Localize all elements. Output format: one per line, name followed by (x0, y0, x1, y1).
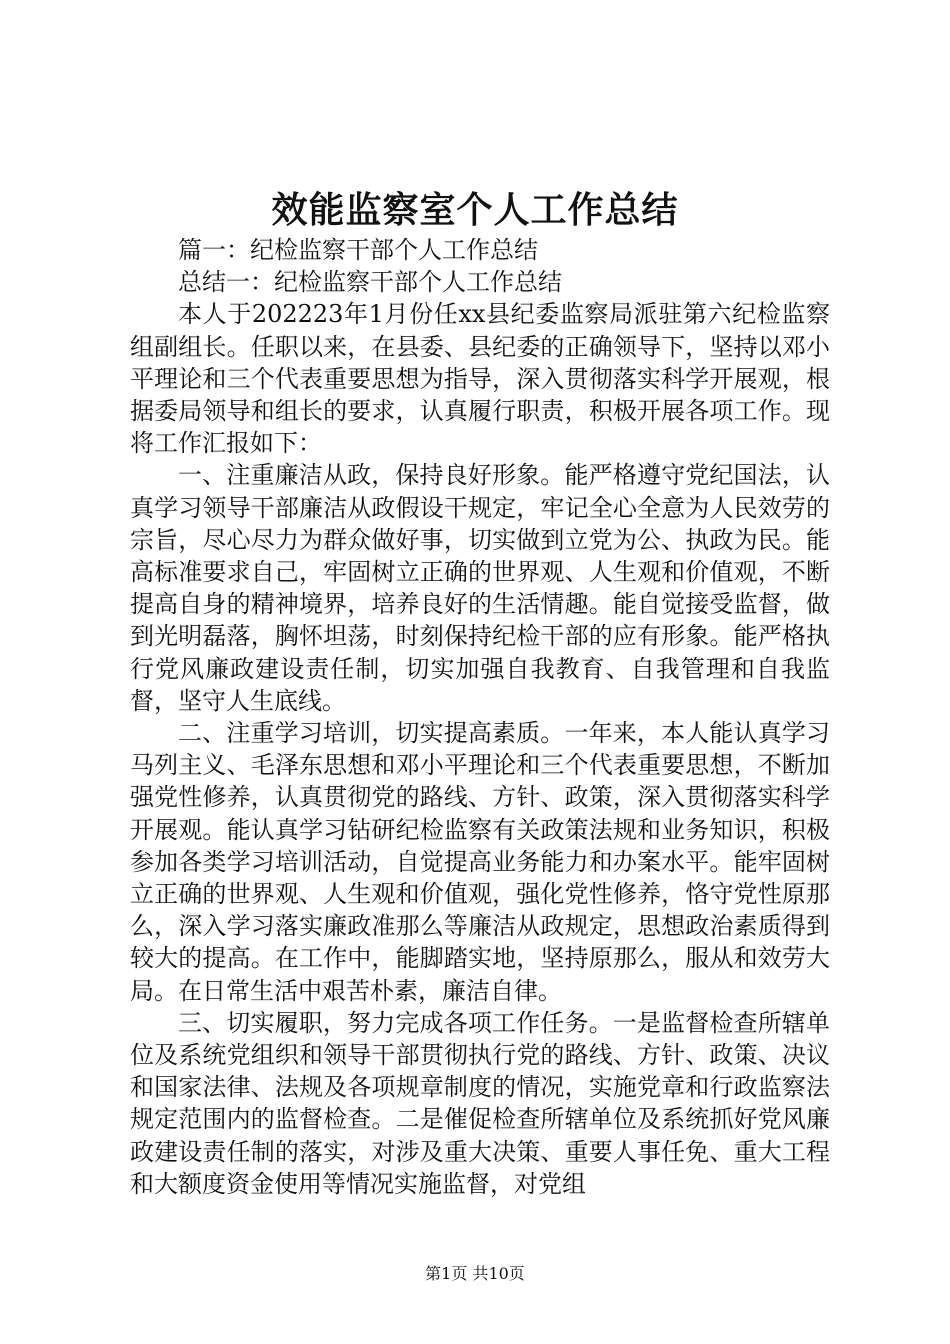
body-paragraph: 本人于202223年1月份任xx县纪委监察局派驻第六纪检监察组副组长。任职以来，在县委、县纪委的正确领导下，坚持以邓小平理论和三个代表重要思想为指导，深入贯彻落实科学开展观，根据委局领导和组长的要求，认真履行职责，积极开展各项工作。现将工作汇报如下： (130, 300, 830, 458)
document-title: 效能监察室个人工作总结 (271, 189, 679, 231)
page-number: 第1页 共10页 (425, 1264, 525, 1283)
document-body (130, 234, 830, 1200)
summary-heading: 总结一：纪检监察干部个人工作总结 (178, 268, 562, 297)
section-heading: 篇一：纪检监察干部个人工作总结 (178, 236, 538, 264)
body-paragraph: 二、注重学习培训，切实提高素质。一年来，本人能认真学习马列主义、毛泽东思想和邓小平理论和三个代表重要思想，不断加强党性修养，认真贯彻党的路线、方针、政策，深入贯彻落实科学开展观。能认真学习钻研纪检监察有关政策法规和业务知识，积极参加各类学习培训活动，自觉提高业务能力和办案水平。能牢固树立正确的世界观、人生观和价值观，强化党性修养，恪守党性原那么，深入学习落实廉政准那么等廉洁从政规定，思想政治素质得到较大的提高。在工作中，能脚踏实地，坚持原那么，服从和效劳大局。在日常生活中艰苦朴素，廉洁自律。 (130, 719, 830, 1005)
body-paragraph: 三、切实履职，努力完成各项工作任务。一是监督检查所辖单位及系统党组织和领导干部贯彻执行党的路线、方针、政策、决议和国家法律、法规及各项规章制度的情况，实施党章和行政监察法规定范围内的监督检查。二是催促检查所辖单位及系统抓好党风廉政建设责任制的落实，对涉及重大决策、重要人事任免、重大工程和大额度资金使用等情况实施监督，对党组 (130, 1008, 830, 1198)
body-paragraph: 一、注重廉洁从政，保持良好形象。能严格遵守党纪国法，认真学习领导干部廉洁从政假设干规定，牢记全心全意为人民效劳的宗旨，尽心尽力为群众做好事，切实做到立党为公、执政为民。能高标准要求自己，牢固树立正确的世界观、人生观和价值观，不断提高自身的精神境界，培养良好的生活情趣。能自觉接受监督，做到光明磊落，胸怀坦荡，时刻保持纪检干部的应有形象。能严格执行党风廉政建设责任制，切实加强自我教育、自我管理和自我监督，坚守人生底线。 (130, 461, 830, 715)
